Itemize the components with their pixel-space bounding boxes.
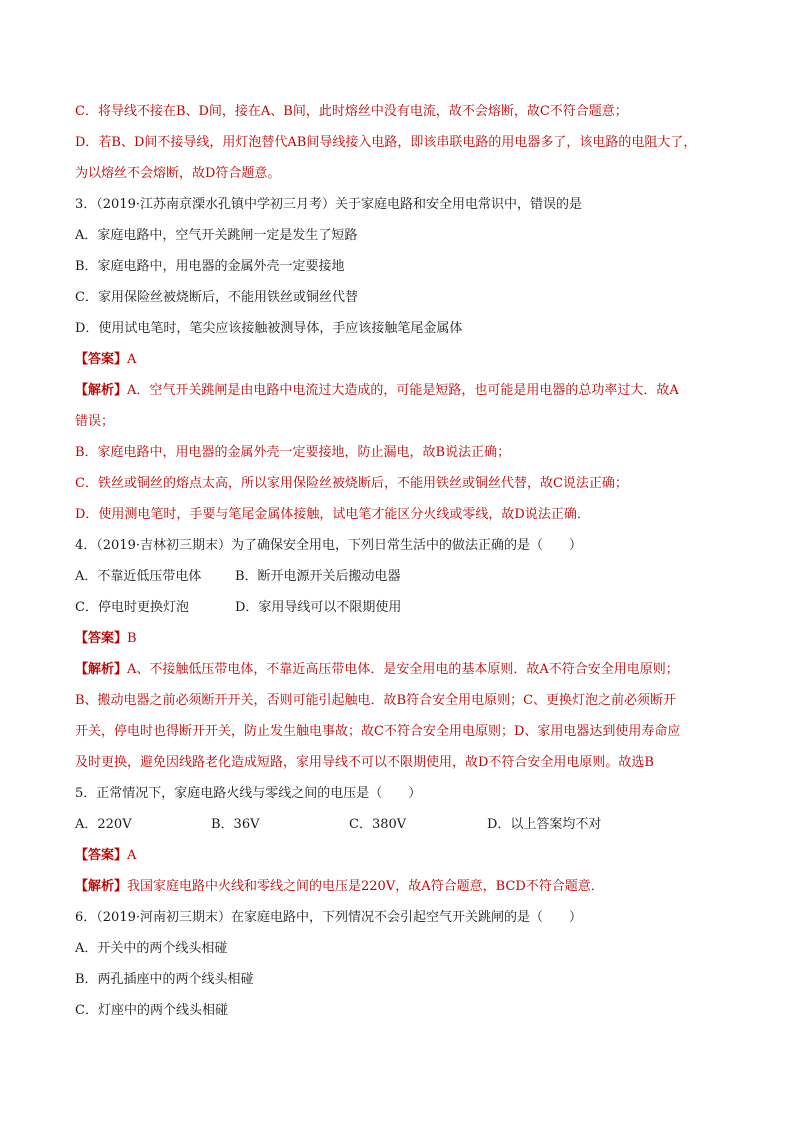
answer-value: B — [127, 631, 137, 646]
answer-value: A — [127, 352, 137, 367]
answer-tag: 【答案】 — [75, 631, 128, 646]
question-6: 6．（2019·河南初三期末）在家庭电路中，下列情况不会引起空气开关跳闸的是（ ） — [75, 910, 582, 925]
q3-option-b: B．家庭电路中，用电器的金属外壳一定要接地 — [75, 259, 345, 274]
q4-analysis-3: 开关，停电时也得断开开关，防止发生触电事故；故C不符合安全用电原则；D、家用电器达到使用寿命应 — [75, 724, 681, 739]
q3-analysis — [75, 381, 734, 401]
q3-option-c: C．家用保险丝被烧断后，不能用铁丝或铜丝代替 — [75, 290, 358, 305]
analysis-text: A、不接触低压带电体，不靠近高压带电体．是安全用电的基本原则．故A不符合安全用电原则； — [127, 662, 679, 677]
analysis-tag: 【解析】 — [75, 879, 128, 894]
q4-option-c: C．停电时更换灯泡 — [75, 600, 189, 615]
q6-option-a: A．开关中的两个线头相碰 — [75, 941, 228, 956]
q5-analysis — [75, 877, 734, 897]
q5-option-d: D．以上答案均不对 — [487, 817, 602, 832]
analysis-tag: 【解析】 — [75, 662, 128, 677]
q5-option-c: C．380V — [349, 817, 407, 832]
q3-analysis-b: B．家庭电路中，用电器的金属外壳一定要接地，防止漏电，故B说法正确； — [75, 445, 511, 460]
q4-analysis-4: 及时更换，避免因线路老化造成短路，家用导线不可以不限期使用，故D不符合安全用电原则。故选B — [75, 755, 654, 770]
q5-option-a: A．220V — [75, 817, 132, 832]
q5-options-row — [75, 815, 734, 835]
q4-analysis-2: B、搬动电器之前必须断开开关，否则可能引起触电．故B符合安全用电原则；C、更换灯泡之前必须断开 — [75, 693, 677, 708]
q5-answer — [75, 846, 734, 866]
q4-options-row-1 — [75, 567, 734, 587]
q4-option-a: A．不靠近低压带电体 — [75, 569, 202, 584]
q4-option-d: D．家用导线可以不限期使用 — [235, 600, 402, 615]
question-3: 3．（2019·江苏南京溧水孔镇中学初三月考）关于家庭电路和安全用电常识中，错误的是 — [75, 197, 582, 212]
q4-analysis — [75, 660, 734, 680]
q4-answer — [75, 629, 734, 649]
q3-option-d: D．使用试电笔时，笔尖应该接触被测导体，手应该接触笔尾金属体 — [75, 321, 463, 336]
q6-option-c: C．灯座中的两个线头相碰 — [75, 1003, 228, 1018]
q3-analysis-d: D．使用测电笔时，手要与笔尾金属体接触，试电笔才能区分火线或零线，故D说法正确． — [75, 507, 590, 522]
q4-options-row-2 — [75, 598, 734, 618]
q3-analysis-c: C．铁丝或铜丝的熔点太高，所以家用保险丝被烧断后，不能用铁丝或铜丝代替，故C说法正确； — [75, 476, 628, 491]
question-5: 5．正常情况下，家庭电路火线与零线之间的电压是（ ） — [75, 786, 422, 801]
q3-analysis-cont: 错误； — [75, 414, 115, 429]
solution-line-d: D．若B、D间不接导线，用灯泡替代AB间导线接入电路，即该串联电路的用电器多了，该电路的电阻大了， — [75, 135, 697, 150]
analysis-text: 我国家庭电路中火线和零线之间的电压是220V，故A符合题意，BCD不符合题意． — [127, 879, 604, 894]
question-4: 4．（2019·吉林初三期末）为了确保安全用电，下列日常生活中的做法正确的是（ ） — [75, 538, 582, 553]
answer-tag: 【答案】 — [75, 352, 128, 367]
q4-option-b: B．断开电源开关后搬动电器 — [235, 569, 401, 584]
analysis-text: A．空气开关跳闸是由电路中电流过大造成的，可能是短路，也可能是用电器的总功率过大．故A — [127, 383, 679, 398]
q5-option-b: B．36V — [211, 817, 260, 832]
q3-option-a: A．家庭电路中，空气开关跳闸一定是发生了短路 — [75, 228, 358, 243]
solution-line-d-cont: 为以熔丝不会熔断，故D符合题意。 — [75, 166, 281, 181]
analysis-tag: 【解析】 — [75, 383, 128, 398]
solution-line-c: C．将导线不接在B、D间，接在A、B间，此时熔丝中没有电流，故不会熔断，故C不符合题意； — [75, 104, 628, 119]
answer-value: A — [127, 848, 137, 863]
q6-option-b: B．两孔插座中的两个线头相碰 — [75, 972, 254, 987]
answer-tag: 【答案】 — [75, 848, 128, 863]
q3-answer — [75, 350, 734, 370]
